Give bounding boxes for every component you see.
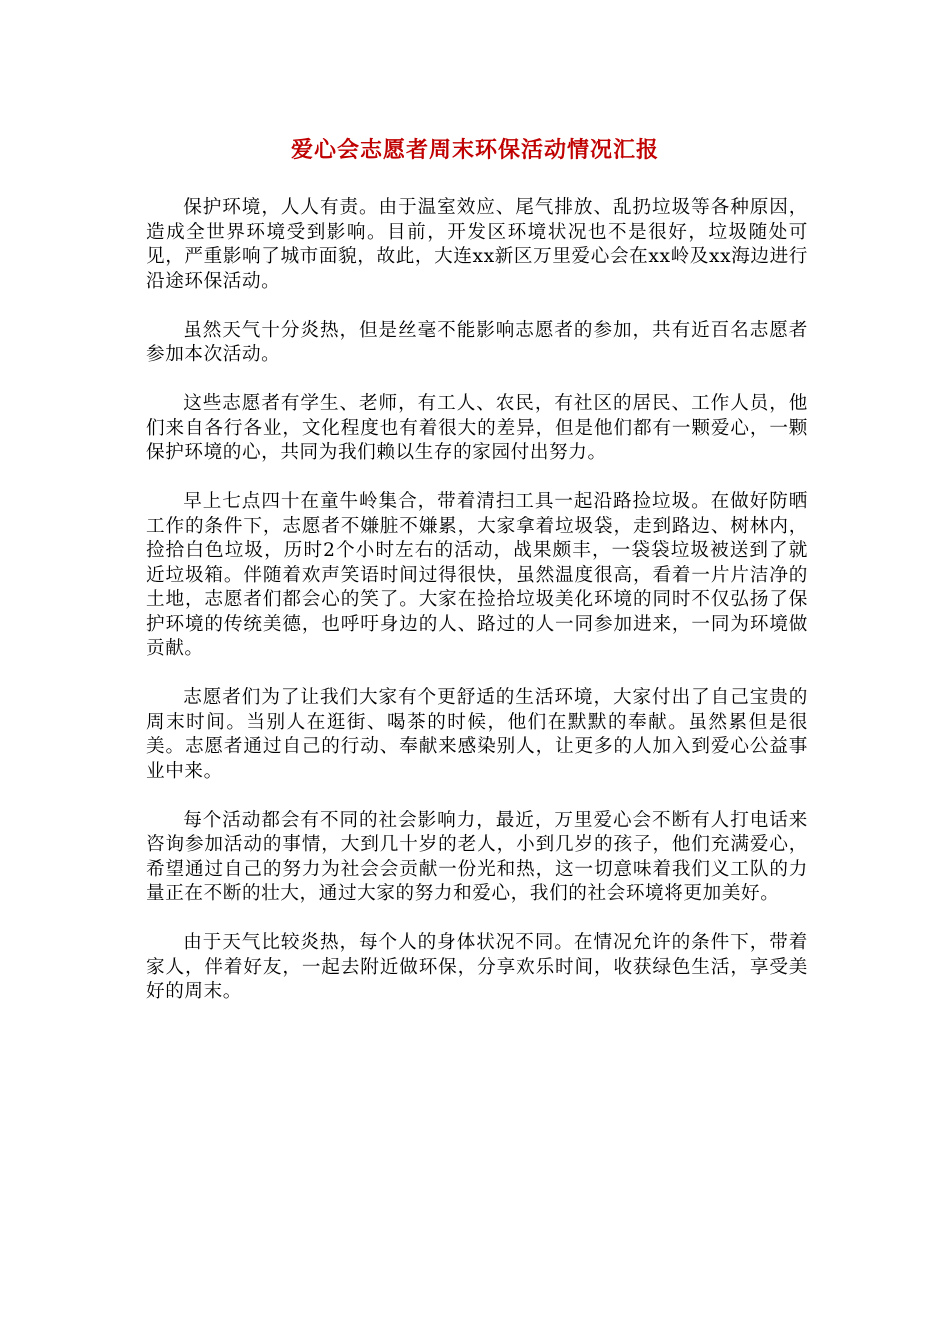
- paragraph-4: 早上七点四十在童牛岭集合，带着清扫工具一起沿路捡垃圾。在做好防晒工作的条件下，志愿者不嫌脏不嫌累，大家拿着垃圾袋，走到路边、树林内，捡拾白色垃圾，历时2个小时左右的活动，战果颇丰，一袋袋垃圾被送到了就近垃圾箱。伴随着欢声笑语时间过得很快，虽然温度很高，看着一片片洁净的土地，志愿者们都会心的笑了。大家在捡拾垃圾美化环境的同时不仅弘扬了保护环境的传统美德，也呼吁身边的人、路过的人一同参加进来，一同为环境做贡献。: [146, 491, 808, 659]
- paragraph-5: 志愿者们为了让我们大家有个更舒适的生活环境，大家付出了自己宝贵的周末时间。当别人在逛街、喝茶的时候，他们在默默的奉献。虽然累但是很美。志愿者通过自己的行动、奉献来感染别人，让更多的人加入到爱心公益事业中来。: [146, 687, 808, 782]
- paragraph-6: 每个活动都会有不同的社会影响力，最近，万里爱心会不断有人打电话来咨询参加活动的事情，大到几十岁的老人，小到几岁的孩子，他们充满爱心，希望通过自己的努力为社会会贡献一份光和热，这一切意味着我们义工队的力量正在不断的壮大，通过大家的努力和爱心，我们的社会环境将更加美好。: [146, 809, 808, 904]
- paragraph-3: 这些志愿者有学生、老师，有工人、农民，有社区的居民、工作人员，他们来自各行各业，文化程度也有着很大的差异，但是他们都有一颗爱心，一颗保护环境的心，共同为我们赖以生存的家园付出努力。: [146, 393, 808, 463]
- document-body: [146, 196, 808, 1029]
- document-title: 爱心会志愿者周末环保活动情况汇报: [290, 138, 659, 163]
- paragraph-2: 虽然天气十分炎热，但是丝毫不能影响志愿者的参加，共有近百名志愿者参加本次活动。: [146, 319, 808, 365]
- paragraph-1: 保护环境，人人有责。由于温室效应、尾气排放、乱扔垃圾等各种原因，造成全世界环境受到影响。目前，开发区环境状况也不是很好，垃圾随处可见，严重影响了城市面貌，故此，大连xx新区万里爱心会在xx岭及xx海边进行沿途环保活动。: [146, 197, 808, 292]
- paragraph-7: 由于天气比较炎热，每个人的身体状况不同。在情况允许的条件下，带着家人，伴着好友，一起去附近做环保，分享欢乐时间，收获绿色生活，享受美好的周末。: [146, 932, 808, 1002]
